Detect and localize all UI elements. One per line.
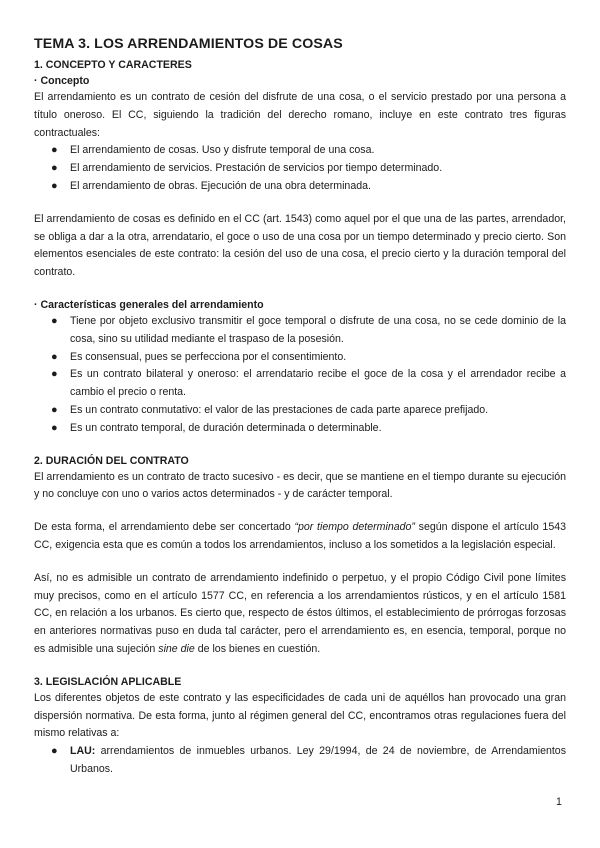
list-item: ● El arrendamiento de servicios. Prestación de servicios por tiempo determinado. [34,160,566,178]
figuras-list [34,142,566,195]
list-item: ● Tiene por objeto exclusivo transmitir el goce temporal o disfrute de una cosa, no se cede dominio de la cosa, sino su utilidad mediante el traspaso de la posesión. [51,314,566,345]
bullet-icon: ● [51,350,58,363]
section-1-heading: 1. CONCEPTO Y CARACTERES [34,59,192,71]
list-item: ● Es un contrato conmutativo: el valor de las prestaciones de cada parte aparece prefijado. [34,402,566,420]
list-item: ● El arrendamiento de obras. Ejecución de una obra determinada. [34,178,566,196]
bullet-icon: ● [51,162,58,175]
list-item: ● LAU: arrendamientos de inmuebles urbanos. Ley 29/1994, de 24 de noviembre, de Arrendamientos Urbanos. [51,745,566,775]
page-number: 1 [556,796,562,808]
list-item: ● Es consensual, pues se perfecciona por el consentimiento. [34,349,566,367]
caracteristicas-list [34,313,566,438]
document-page [34,36,566,779]
legislacion-list [34,743,566,779]
bullet-icon: ● [51,144,58,157]
tiempo-paragraph: De esta forma, el arrendamiento debe ser concertado “por tiempo determinado” según dispone el artículo 1543 CC, exigencia esta que es común a todos los arrendamientos, incluso a los sometidos a la legislación especial. [34,521,566,551]
definicion-paragraph: El arrendamiento de cosas es definido en el CC (art. 1543) como aquel por el que una de las partes, arrendador, se obliga a dar a la otra, arrendatario, el goce o uso de una cosa por un tiempo determinado y precio cierto. Son elementos esenciales de este contrato: la cesión del uso de una cosa, el precio cierto y la duración temporal del contrato. [34,212,566,279]
bullet-icon: ● [51,745,58,758]
document-title: TEMA 3. LOS ARRENDAMIENTOS DE COSAS [34,36,343,52]
list-item: ● Es un contrato bilateral y oneroso: el arrendatario recibe el goce de la cosa y el arrendador recibe a cambio el precio o renta. [51,368,566,399]
list-item: ● Es un contrato temporal, de duración determinada o determinable. [34,420,566,438]
concepto-paragraph: El arrendamiento es un contrato de cesión del disfrute de una cosa, o el servicio prestado por una persona a título oneroso. El CC, siguiendo la tradición del derecho romano, incluye en este contrato tres figuras contractuales: [34,91,566,139]
concepto-heading: · Concepto [34,75,90,87]
indefinido-paragraph: Así, no es admisible un contrato de arrendamiento indefinido o perpetuo, y el propio Código Civil pone límites muy precisos, como en el artículo 1577 CC, en referencia a los arrendamientos rústicos, y en el artículo 1581 CC, en relación a los urbanos. Es cierto que, respecto de éstos últimos, el establecimiento de prórrogas forzosas en anteriores normativas puso en duda tal carácter, pero el arrendamiento es, en esencia, temporal, porque no es admisible una sujeción sine die de los bienes en cuestión. [34,571,566,655]
tracto-paragraph: El arrendamiento es un contrato de tracto sucesivo - es decir, que se mantiene en el tiempo durante su ejecución y no concluye con uno o varios actos determinados - y de carácter temporal. [34,470,566,501]
bullet-icon: ● [51,368,58,381]
legislacion-paragraph: Los diferentes objetos de este contrato y las especificidades de cada uni de aquéllos han provocado una gran dispersión normativa. De esta forma, junto al régimen general del CC, encontramos otras regulaciones fuera del mismo relativas a: [34,691,566,740]
list-item: ● El arrendamiento de cosas. Uso y disfrute temporal de una cosa. [34,142,566,160]
bullet-icon: ● [51,403,58,416]
section-3-heading: 3. LEGISLACIÓN APLICABLE [34,675,182,688]
bullet-icon: ● [51,179,58,192]
caracteristicas-heading: · Características generales del arrendamiento [34,298,264,311]
bullet-icon: ● [51,314,58,327]
section-2-heading: 2. DURACIÓN DEL CONTRATO [34,454,189,467]
bullet-icon: ● [51,421,58,434]
